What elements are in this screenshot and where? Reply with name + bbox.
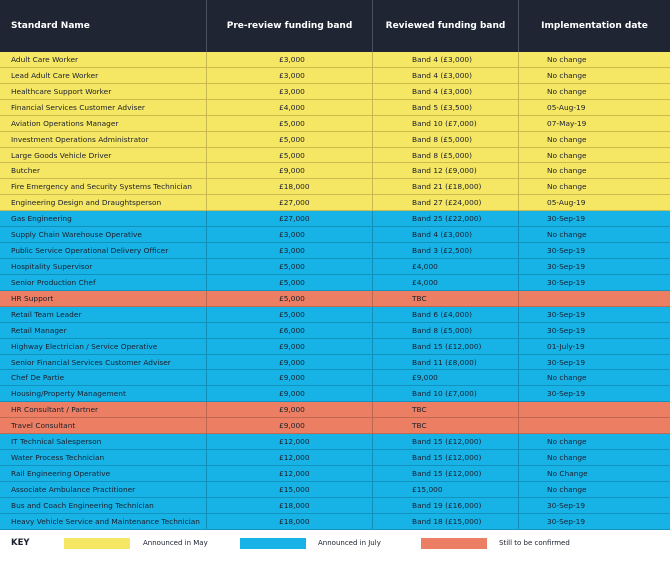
cell-implementation-date: 05-Aug-19 (547, 102, 586, 112)
table-row (0, 370, 670, 386)
cell-standard-name: Bus and Coach Engineering Technician (0, 498, 207, 513)
cell-pre-review-band: £27,000 (207, 211, 373, 226)
table-row (0, 163, 670, 179)
cell-pre-review-band: £18,000 (207, 179, 373, 194)
cell-reviewed-band: Band 21 (£18,000) (373, 179, 519, 194)
cell-pre-review-band: £5,000 (207, 291, 373, 306)
cell-standard-name: Rail Engineering Operative (0, 466, 207, 481)
table-row (0, 291, 670, 307)
cell-implementation-date: 07-May-19 (547, 118, 587, 128)
cell-implementation-date: No change (547, 230, 587, 240)
table-row (0, 355, 670, 371)
cell-pre-review-band: £5,000 (207, 148, 373, 163)
cell-standard-name: Fire Emergency and Security Systems Technician (0, 179, 207, 194)
cell-reviewed-band: Band 15 (£12,000) (373, 434, 519, 449)
cell-implementation-date: No change (547, 437, 587, 447)
table-row (0, 514, 670, 530)
cell-pre-review-band: £9,000 (207, 355, 373, 370)
table-row (0, 402, 670, 418)
cell-implementation-date: 30-Sep-19 (547, 261, 586, 271)
table-body (0, 52, 670, 530)
key-label-july: Announced in July (318, 539, 381, 547)
cell-reviewed-band: TBC (373, 291, 519, 306)
cell-pre-review-band: £6,000 (207, 323, 373, 338)
table-row (0, 434, 670, 450)
cell-implementation-date: 01-July-19 (547, 341, 585, 351)
cell-standard-name: Public Service Operational Delivery Officer (0, 243, 207, 258)
table-row (0, 52, 670, 68)
cell-reviewed-band: £4,000 (373, 259, 519, 274)
cell-reviewed-band: Band 15 (£12,000) (373, 466, 519, 481)
table-row (0, 116, 670, 132)
cell-standard-name: HR Support (0, 291, 207, 306)
cell-implementation-date: No change (547, 134, 587, 144)
table-row (0, 132, 670, 148)
key-title: KEY (11, 538, 30, 548)
cell-standard-name: HR Consultant / Partner (0, 402, 207, 417)
table-row (0, 195, 670, 211)
table-row (0, 450, 670, 466)
cell-reviewed-band: Band 18 (£15,000) (373, 514, 519, 529)
cell-pre-review-band: £12,000 (207, 466, 373, 481)
cell-reviewed-band: Band 12 (£9,000) (373, 163, 519, 178)
cell-standard-name: Travel Consultant (0, 418, 207, 433)
cell-standard-name: Investment Operations Administrator (0, 132, 207, 147)
cell-reviewed-band: £9,000 (373, 370, 519, 385)
cell-pre-review-band: £12,000 (207, 450, 373, 465)
cell-pre-review-band: £15,000 (207, 482, 373, 497)
table-row (0, 227, 670, 243)
table-row (0, 84, 670, 100)
cell-reviewed-band: Band 8 (£5,000) (373, 323, 519, 338)
cell-reviewed-band: £15,000 (373, 482, 519, 497)
cell-pre-review-band: £9,000 (207, 418, 373, 433)
cell-pre-review-band: £3,000 (207, 243, 373, 258)
cell-implementation-date: No change (547, 150, 587, 160)
cell-reviewed-band: TBC (373, 402, 519, 417)
cell-implementation-date: No change (547, 484, 587, 494)
key-swatch-july (240, 538, 306, 549)
cell-standard-name: Associate Ambulance Practitioner (0, 482, 207, 497)
cell-pre-review-band: £9,000 (207, 339, 373, 354)
table-row (0, 100, 670, 116)
table-row (0, 148, 670, 164)
cell-implementation-date (519, 402, 670, 417)
cell-standard-name: Gas Engineering (0, 211, 207, 226)
table-row (0, 466, 670, 482)
cell-standard-name: Housing/Property Management (0, 386, 207, 401)
table-row (0, 211, 670, 227)
cell-pre-review-band: £12,000 (207, 434, 373, 449)
cell-pre-review-band: £5,000 (207, 307, 373, 322)
key-label-tbc: Still to be confirmed (499, 539, 570, 547)
cell-reviewed-band: Band 4 (£3,000) (373, 52, 519, 67)
cell-implementation-date: No change (547, 453, 587, 463)
cell-implementation-date: 30-Sep-19 (547, 516, 586, 526)
cell-pre-review-band: £27,000 (207, 195, 373, 210)
cell-pre-review-band: £5,000 (207, 132, 373, 147)
cell-reviewed-band: Band 10 (£7,000) (373, 386, 519, 401)
cell-implementation-date (519, 418, 670, 433)
cell-implementation-date: No change (547, 70, 587, 80)
key-swatch-tbc (421, 538, 487, 549)
table-row (0, 498, 670, 514)
cell-standard-name: Retail Manager (0, 323, 207, 338)
table-row (0, 243, 670, 259)
table-row (0, 275, 670, 291)
cell-implementation-date: 30-Sep-19 (547, 309, 586, 319)
table-row (0, 339, 670, 355)
cell-standard-name: Financial Services Customer Adviser (0, 100, 207, 115)
cell-pre-review-band: £9,000 (207, 402, 373, 417)
key-label-may: Announced in May (143, 539, 208, 547)
table-row (0, 259, 670, 275)
header-pre-review-band: Pre-review funding band (207, 0, 373, 52)
cell-standard-name: Highway Electrician / Service Operative (0, 339, 207, 354)
table-row (0, 307, 670, 323)
cell-reviewed-band: Band 8 (£5,000) (373, 132, 519, 147)
cell-reviewed-band: Band 8 (£5,000) (373, 148, 519, 163)
cell-pre-review-band: £4,000 (207, 100, 373, 115)
cell-pre-review-band: £9,000 (207, 370, 373, 385)
cell-standard-name: Butcher (0, 163, 207, 178)
cell-reviewed-band: TBC (373, 418, 519, 433)
cell-standard-name: Healthcare Support Worker (0, 84, 207, 99)
cell-reviewed-band: Band 15 (£12,000) (373, 339, 519, 354)
cell-standard-name: Adult Care Worker (0, 52, 207, 67)
cell-reviewed-band: Band 4 (£3,000) (373, 84, 519, 99)
cell-standard-name: Heavy Vehicle Service and Maintenance Technician (0, 514, 207, 529)
cell-standard-name: Engineering Design and Draughtsperson (0, 195, 207, 210)
cell-reviewed-band: Band 27 (£24,000) (373, 195, 519, 210)
key-swatch-may (64, 538, 130, 549)
cell-standard-name: Large Goods Vehicle Driver (0, 148, 207, 163)
cell-standard-name: Senior Production Chef (0, 275, 207, 290)
cell-implementation-date: No Change (547, 468, 588, 478)
cell-pre-review-band: £3,000 (207, 84, 373, 99)
cell-pre-review-band: £18,000 (207, 514, 373, 529)
cell-standard-name: Water Process Technician (0, 450, 207, 465)
table-header (0, 0, 670, 52)
cell-standard-name: Aviation Operations Manager (0, 116, 207, 131)
cell-implementation-date: No change (547, 86, 587, 96)
cell-reviewed-band: Band 19 (£16,000) (373, 498, 519, 513)
cell-pre-review-band: £5,000 (207, 275, 373, 290)
cell-reviewed-band: Band 11 (£8,000) (373, 355, 519, 370)
cell-implementation-date: 30-Sep-19 (547, 500, 586, 510)
cell-pre-review-band: £5,000 (207, 116, 373, 131)
cell-reviewed-band: Band 3 (£2,500) (373, 243, 519, 258)
cell-implementation-date: 30-Sep-19 (547, 246, 586, 256)
cell-standard-name: Lead Adult Care Worker (0, 68, 207, 83)
cell-standard-name: Senior Financial Services Customer Adviser (0, 355, 207, 370)
header-implementation-date: Implementation date (541, 21, 648, 31)
cell-reviewed-band: Band 6 (£4,000) (373, 307, 519, 322)
cell-implementation-date: No change (547, 182, 587, 192)
cell-pre-review-band: £3,000 (207, 52, 373, 67)
cell-pre-review-band: £5,000 (207, 259, 373, 274)
table-row (0, 418, 670, 434)
cell-standard-name: Chef De Partie (0, 370, 207, 385)
cell-standard-name: Hospitality Supervisor (0, 259, 207, 274)
cell-implementation-date: 30-Sep-19 (547, 277, 586, 287)
cell-implementation-date: No change (547, 166, 587, 176)
header-standard-name: Standard Name (0, 0, 207, 52)
cell-pre-review-band: £9,000 (207, 163, 373, 178)
table-row (0, 323, 670, 339)
table-row (0, 68, 670, 84)
cell-reviewed-band: Band 25 (£22,000) (373, 211, 519, 226)
cell-reviewed-band: Band 4 (£3,000) (373, 68, 519, 83)
cell-implementation-date (519, 291, 670, 306)
color-key (0, 533, 670, 555)
cell-implementation-date: 30-Sep-19 (547, 357, 586, 367)
cell-pre-review-band: £9,000 (207, 386, 373, 401)
cell-reviewed-band: Band 10 (£7,000) (373, 116, 519, 131)
cell-implementation-date: No change (547, 373, 587, 383)
cell-pre-review-band: £3,000 (207, 227, 373, 242)
table-row (0, 386, 670, 402)
cell-implementation-date: No change (547, 55, 587, 64)
header-reviewed-band: Reviewed funding band (373, 0, 519, 52)
cell-pre-review-band: £3,000 (207, 68, 373, 83)
cell-implementation-date: 30-Sep-19 (547, 325, 586, 335)
cell-reviewed-band: Band 4 (£3,000) (373, 227, 519, 242)
cell-implementation-date: 30-Sep-19 (547, 214, 586, 224)
cell-implementation-date: 30-Sep-19 (547, 389, 586, 399)
cell-reviewed-band: Band 5 (£3,500) (373, 100, 519, 115)
cell-standard-name: Retail Team Leader (0, 307, 207, 322)
cell-standard-name: Supply Chain Warehouse Operative (0, 227, 207, 242)
cell-implementation-date: 05-Aug-19 (547, 198, 586, 208)
cell-reviewed-band: £4,000 (373, 275, 519, 290)
cell-reviewed-band: Band 15 (£12,000) (373, 450, 519, 465)
cell-pre-review-band: £18,000 (207, 498, 373, 513)
table-row (0, 482, 670, 498)
table-row (0, 179, 670, 195)
cell-standard-name: IT Technical Salesperson (0, 434, 207, 449)
